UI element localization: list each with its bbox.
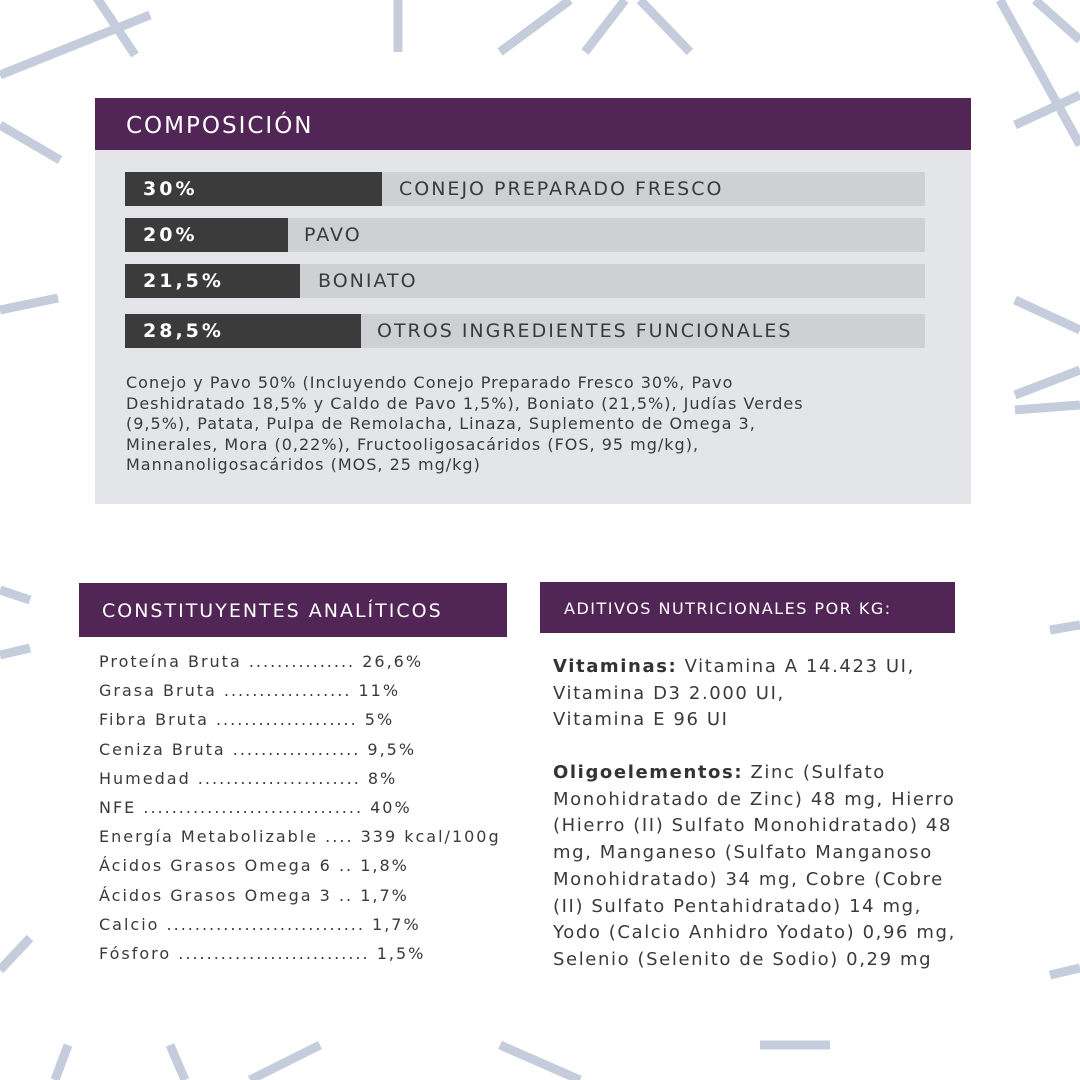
aditivos-title: ADITIVOS NUTRICIONALES POR KG:	[540, 582, 955, 633]
composition-bar: 28,5%	[125, 314, 361, 348]
oligo-line: Selenio (Selenito de Sodio) 0,29 mg	[553, 948, 933, 970]
ingredients-line: Mannanoligosacáridos (MOS, 25 mg/kg)	[126, 455, 481, 474]
composition-bar-label: PAVO	[304, 224, 362, 246]
list-item: NFE ............................... 40%	[99, 797, 412, 817]
list-item: Grasa Bruta .................. 11%	[99, 681, 401, 701]
oligo-label: Oligoelementos:	[553, 762, 744, 783]
composition-bar: 30%	[125, 172, 382, 206]
composicion-panel	[95, 98, 971, 504]
list-item: Fósforo ........................... 1,5%	[99, 943, 426, 963]
list-item: Fibra Bruta .................... 5%	[99, 710, 395, 730]
vitaminas-label: Vitaminas:	[553, 656, 678, 677]
oligo-text: Zinc (Sulfato	[743, 762, 886, 783]
constituyentes-title: CONSTITUYENTES ANALÍTICOS	[79, 583, 507, 637]
list-item: Energía Metabolizable .... 339 kcal/100g	[99, 827, 501, 847]
ingredients-line: Conejo y Pavo 50% (Incluyendo Conejo Preparado Fresco 30%, Pavo	[126, 373, 734, 392]
composition-bar-row	[125, 264, 925, 298]
vitaminas-line: Vitamina E 96 UI	[553, 709, 729, 731]
constituyentes-list	[99, 649, 539, 970]
composition-bar-row	[125, 218, 925, 252]
list-item: Calcio ............................ 1,7%	[99, 914, 421, 934]
ingredients-line: (9,5%), Patata, Pulpa de Remolacha, Linaza, Suplemento de Omega 3,	[126, 414, 756, 433]
composition-bar: 20%	[125, 218, 288, 252]
oligo-line: (II) Sulfato Pentahidratado) 14 mg,	[553, 895, 923, 917]
oligo-line: Yodo (Calcio Anhidro Yodato) 0,96 mg,	[553, 922, 956, 944]
composition-bar-label: CONEJO PREPARADO FRESCO	[399, 178, 724, 200]
list-item: Humedad ....................... 8%	[99, 768, 398, 788]
list-item: Proteína Bruta ............... 26,6%	[99, 652, 424, 671]
ingredients-text	[126, 373, 926, 476]
oligo-line: mg, Manganeso (Sulfato Manganoso	[553, 842, 933, 864]
composition-bar-label: OTROS INGREDIENTES FUNCIONALES	[377, 320, 793, 342]
vitaminas-text: Vitamina A 14.423 UI,	[677, 656, 915, 677]
list-item: Ceniza Bruta .................. 9,5%	[99, 739, 417, 759]
vitaminas-line	[553, 654, 993, 681]
oligo-line	[553, 760, 993, 787]
composicion-title: COMPOSICIÓN	[95, 98, 971, 150]
list-item: Ácidos Grasos Omega 3 .. 1,7%	[99, 885, 409, 905]
list-item: Ácidos Grasos Omega 6 .. 1,8%	[99, 856, 409, 876]
vitaminas-block	[553, 654, 993, 734]
vitaminas-line: Vitamina D3 2.000 UI,	[553, 682, 785, 704]
composition-bar-row	[125, 314, 925, 348]
ingredients-line: Deshidratado 18,5% y Caldo de Pavo 1,5%), Boniato (21,5%), Judías Verdes	[126, 393, 804, 413]
oligo-line: Monohidratado) 34 mg, Cobre (Cobre	[553, 868, 944, 890]
oligo-line: (Hierro (II) Sulfato Monohidratado) 48	[553, 815, 953, 837]
oligo-line: Monohidratado de Zinc) 48 mg, Hierro	[553, 788, 956, 810]
ingredients-line: Minerales, Mora (0,22%), Fructooligosacáridos (FOS, 95 mg/kg),	[126, 434, 700, 454]
composition-bar-label: BONIATO	[318, 270, 418, 292]
composition-bar: 21,5%	[125, 264, 300, 298]
oligoelementos-block	[553, 760, 993, 974]
composition-bar-row	[125, 172, 925, 206]
